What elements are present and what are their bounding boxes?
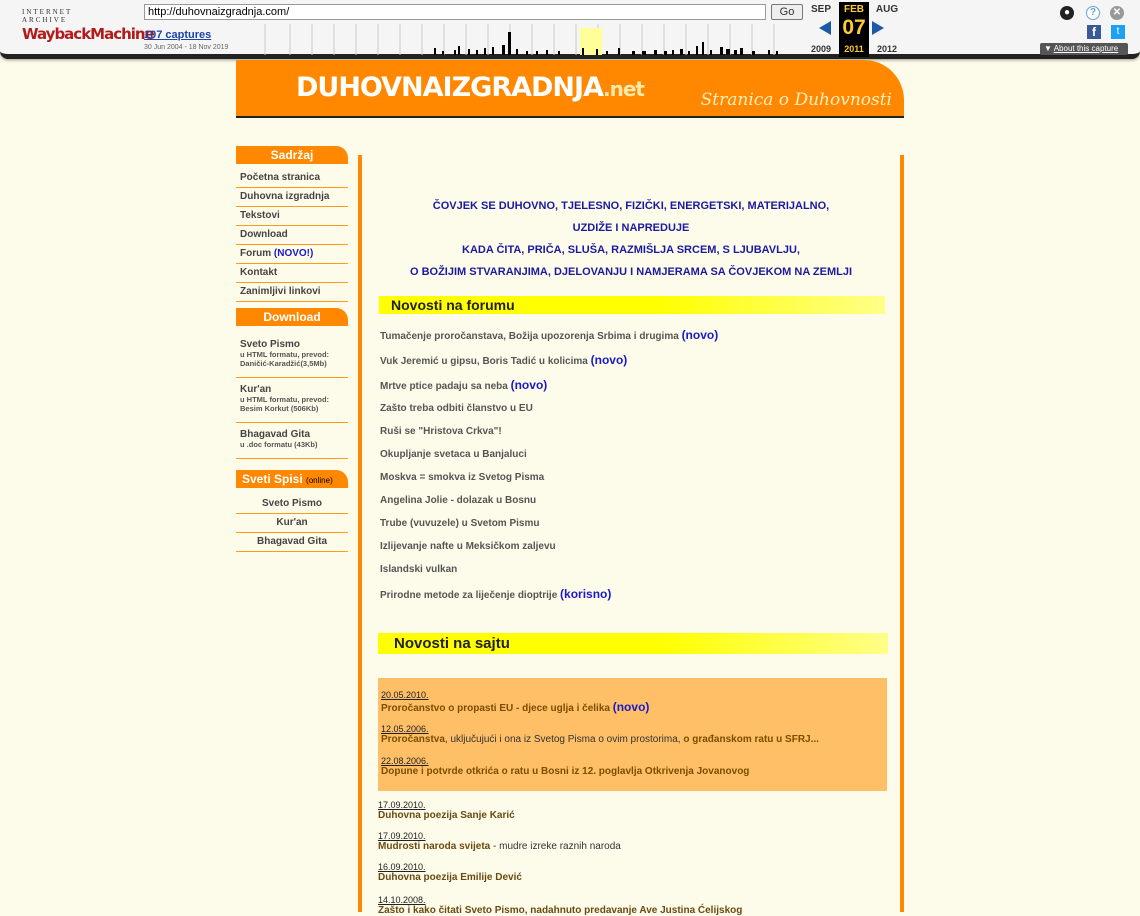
about-capture-label: About this capture (1053, 44, 1119, 53)
download-title: Kur'an (240, 384, 272, 395)
news-date[interactable]: 12.05.2006. (381, 724, 429, 734)
sidebar-link-zanimljivi-linkovi[interactable]: Zanimljivi linkovi (236, 283, 348, 302)
download-desc: Daničić-Karadžić(3,5Mb) (240, 359, 327, 368)
news-title[interactable]: Proročanstvo o propasti EU - djece uglja i čelika (381, 703, 613, 714)
site-subtitle: Stranica o Duhovnosti (700, 90, 892, 110)
current-day: 07 (842, 16, 866, 39)
banner-divider (236, 116, 904, 118)
divider (236, 458, 348, 459)
next-year[interactable]: 2012 (876, 44, 898, 54)
motto-line: O BOŽIJIM STVARANJIMA, DJELOVANJU I NAMJERAMA SA ČOVJEKOM NA ZEMLJI (409, 266, 853, 278)
next-month[interactable]: AUG (875, 4, 899, 15)
forum-item-tag: (novo) (510, 378, 548, 392)
news-item (381, 690, 649, 714)
download-bhagavad-gita[interactable] (240, 429, 348, 449)
go-button[interactable]: Go (771, 4, 803, 20)
site-title-main: DUHOVNAIZGRADNJA (296, 72, 603, 103)
sveti-spisi-online: (online) (306, 476, 333, 485)
download-sveto-pismo[interactable] (240, 339, 348, 368)
news-text: - mudre izreke raznih naroda (490, 841, 621, 852)
motto-line: KADA ČITA, PRIČA, SLUŠA, RAZMIŠLJA SRCEM, S LJUBAVLJU, (462, 244, 800, 256)
spisi-link-bhagavad-gita[interactable]: Bhagavad Gita (236, 533, 348, 552)
download-title: Sveto Pismo (240, 339, 301, 350)
news-date[interactable]: 20.05.2010. (381, 690, 429, 700)
forum-item[interactable]: Moskva = smokva iz Svetog Pisma (380, 472, 545, 483)
prev-month[interactable]: SEP (810, 4, 831, 15)
forum-item[interactable]: Zašto treba odbiti članstvo u EU (380, 403, 533, 414)
divider (236, 422, 348, 423)
site-title[interactable] (296, 72, 644, 103)
forum-item-tag: (korisno) (560, 587, 612, 601)
news-item (378, 831, 621, 852)
forum-item-text: Mrtve ptice padaju sa neba (380, 381, 511, 392)
news-date[interactable]: 16.09.2010. (378, 862, 426, 872)
download-desc: u .doc formatu (43Kb) (240, 440, 318, 449)
capture-sparkline[interactable] (240, 24, 800, 55)
forum-item[interactable] (380, 587, 611, 601)
download-desc: u HTML formatu, prevod: (240, 395, 330, 404)
forum-item[interactable]: Okupljanje svetaca u Banjaluci (380, 449, 527, 460)
sidebar-link-download[interactable]: Download (236, 226, 348, 245)
news-item (378, 800, 515, 821)
about-capture-button[interactable] (1040, 43, 1128, 55)
motto-line: UZDIŽE I NAPREDUJE (572, 222, 690, 234)
news-title[interactable]: Mudrosti naroda svijeta (378, 841, 491, 852)
sidebar-link-duhovna-izgradnja[interactable]: Duhovna izgradnja (236, 188, 348, 207)
news-title[interactable]: Duhovna poezija Emilije Dević (378, 872, 522, 883)
forum-item-text: Tumačenje proročanstava, Božija upozorenja Srbima i drugima (380, 331, 682, 342)
sidebar-link-forum-new: (NOVO!) (273, 248, 314, 259)
forum-item[interactable]: Izlijevanje nafte u Meksičkom zaljevu (380, 541, 556, 552)
download-title: Bhagavad Gita (240, 429, 311, 440)
sidebar-link-tekstovi[interactable]: Tekstovi (236, 207, 348, 226)
logo-wayback-machine: WaybackMachine (22, 25, 154, 43)
forum-item[interactable]: Trube (vuvuzele) u Svetom Pismu (380, 518, 540, 529)
user-icon[interactable]: ● (1060, 6, 1074, 20)
main-left-border (358, 155, 362, 912)
forum-item-tag: (novo) (681, 328, 719, 342)
news-item (378, 895, 742, 916)
facebook-icon[interactable]: f (1087, 25, 1101, 39)
news-title[interactable]: Zašto i kako čitati Sveto Pismo, nadahnuto predavanje Ave Justina Ćelijskog (378, 905, 743, 916)
help-icon[interactable]: ? (1086, 6, 1100, 20)
motto-line: ČOVJEK SE DUHOVNO, TJELESNO, FIZIČKI, ENERGETSKI, MATERIJALNO, (432, 200, 830, 212)
news-item (381, 724, 819, 745)
sidebar-link-pocetna[interactable]: Početna stranica (236, 169, 348, 188)
triangle-down-icon: ▼ (1044, 44, 1052, 53)
url-input[interactable]: http://duhovnaizgradnja.com/ (144, 4, 766, 20)
forum-item[interactable]: Islandski vulkan (380, 564, 458, 575)
current-capture (839, 2, 869, 57)
wayback-logo[interactable] (22, 8, 154, 43)
prev-year[interactable]: 2009 (810, 44, 832, 54)
site-news-heading: Novosti na sajtu (378, 633, 888, 654)
current-month: FEB (844, 4, 864, 15)
close-icon[interactable]: ✕ (1110, 6, 1124, 20)
wayback-toolbar (0, 0, 1140, 59)
news-title[interactable]: Duhovna poezija Sanje Karić (378, 810, 515, 821)
download-kuran[interactable] (240, 384, 348, 413)
calendar-nav (806, 2, 902, 54)
prev-capture-arrow-icon[interactable] (819, 21, 831, 35)
forum-item[interactable] (380, 378, 547, 392)
forum-item[interactable] (380, 353, 627, 367)
forum-news-heading: Novosti na forumu (379, 296, 885, 314)
twitter-icon[interactable]: t (1111, 25, 1125, 39)
sidebar-heading-download: Download (236, 308, 348, 326)
forum-item[interactable]: Angelina Jolie - dolazak u Bosnu (380, 495, 537, 506)
forum-item[interactable] (380, 328, 718, 342)
news-date[interactable]: 14.10.2008. (378, 895, 426, 905)
next-capture-arrow-icon[interactable] (872, 21, 884, 35)
spisi-link-sveto-pismo[interactable]: Sveto Pismo (236, 495, 348, 514)
captures-link[interactable]: 107 captures (144, 29, 212, 41)
capture-range: 30 Jun 2004 - 18 Nov 2019 (144, 44, 229, 51)
site-title-suffix: .net (602, 77, 644, 101)
forum-item[interactable]: Ruši se "Hristova Crkva"! (380, 426, 502, 437)
news-text: , uključujući i ona iz Svetog Pisma o ovim prostorima, (444, 734, 684, 745)
news-tag: (novo) (612, 700, 650, 714)
download-desc: Besim Korkut (506Kb) (240, 404, 319, 413)
news-date[interactable]: 17.09.2010. (378, 831, 426, 841)
sidebar-link-forum-label: Forum (240, 248, 274, 259)
site-banner (236, 60, 904, 116)
main-right-border (900, 155, 904, 912)
news-item (378, 862, 522, 883)
sidebar-heading-sveti-spisi (236, 470, 348, 488)
news-item (381, 756, 749, 777)
divider (236, 377, 348, 378)
sveti-spisi-title: Sveti Spisi (242, 472, 303, 486)
motto (370, 195, 892, 283)
sidebar-link-kontakt[interactable]: Kontakt (236, 264, 348, 283)
logo-internet-archive: INTERNET ARCHIVE (22, 8, 73, 24)
news-date[interactable]: 17.09.2010. (378, 800, 426, 810)
sidebar-heading-sadrzaj: Sadržaj (236, 146, 348, 164)
download-desc: u HTML formatu, prevod: (240, 350, 330, 359)
news-link[interactable]: o građanskom ratu u SFRJ... (683, 734, 819, 745)
forum-item-tag: (novo) (590, 353, 628, 367)
news-title[interactable]: Proročanstva (381, 734, 445, 745)
forum-item-text: Vuk Jeremić u gipsu, Boris Tadić u kolicima (380, 356, 591, 367)
sidebar-link-forum[interactable] (236, 245, 348, 264)
current-year: 2011 (844, 44, 864, 54)
forum-item-text: Prirodne metode za liječenje dioptrije (380, 590, 561, 601)
spisi-link-kuran[interactable]: Kur'an (236, 514, 348, 533)
news-title[interactable]: Dopune i potvrde otkrića o ratu u Bosni iz 12. poglavlja Otkrivenja Jovanovog (381, 766, 750, 777)
news-date[interactable]: 22.08.2006. (381, 756, 429, 766)
